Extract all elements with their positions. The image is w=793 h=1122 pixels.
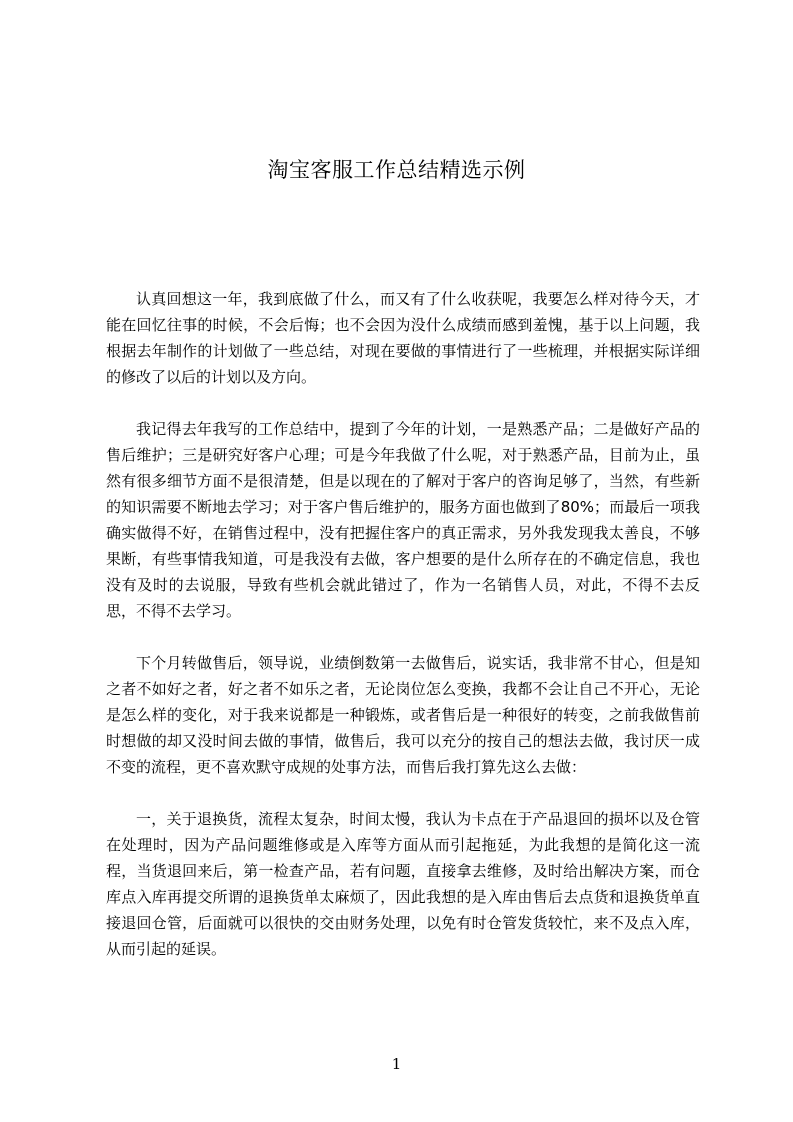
document-title: 淘宝客服工作总结精选示例 — [267, 158, 526, 183]
paragraph-4: 一，关于退换货，流程太复杂，时间太慢，我认为卡点在于产品退回的损坏以及仓管在处理时，因为产品问题维修或是入库等方面从而引起拖延，为此我想的是简化这一流程，当货退回来后，第一检查产品，若有问题，直接拿去维修，及时给出解决方案，而仓库点入库再提交所谓的退换货单太麻烦了，因此我想的是入库由售后去点货和退换货单直接退回仓管，后面就可以很快的交由财务处理，以免有时仓管发货较忙，来不及点入库，从而引起的延误。 — [106, 810, 700, 958]
paragraph-2: 我记得去年我写的工作总结中，提到了今年的计划，一是熟悉产品；二是做好产品的售后维护；三是研究好客户心理；可是今年我做了什么呢，对于熟悉产品，目前为止，虽然有很多细节方面不是很清楚，但是以现在的了解对于客户的咨询足够了，当然，有些新的知识需要不断地去学习；对于客户售后维护的，服务方面也做到了80%；而最后一项我确实做得不好，在销售过程中，没有把握住客户的真正需求，另外我发现我太善良，不够果断，有些事情我知道，可是我没有去做，客户想要的是什么所存在的不确定信息，我也没有及时的去说服，导致有些机会就此错过了，作为一名销售人员，对此，不得不去反思，不得不去学习。 — [106, 420, 700, 620]
document-body — [106, 286, 700, 988]
paragraph-1: 认真回想这一年，我到底做了什么，而又有了什么收获呢，我要怎么样对待今天，才能在回忆往事的时候，不会后悔；也不会因为没什么成绩而感到羞愧，基于以上问题，我根据去年制作的计划做了一些总结，对现在要做的事情进行了一些梳理，并根据实际详细的修改了以后的计划以及方向。 — [106, 290, 700, 386]
paragraph-3: 下个月转做售后，领导说，业绩倒数第一去做售后，说实话，我非常不甘心，但是知之者不如好之者，好之者不如乐之者，无论岗位怎么变换，我都不会让自己不开心，无论是怎么样的变化，对于我来说都是一种锻炼，或者售后是一种很好的转变，之前我做售前时想做的却又没时间去做的事情，做售后，我可以充分的按自己的想法去做，我讨厌一成不变的流程，更不喜欢默守成规的处事方法，而售后我打算先这么去做： — [106, 654, 700, 776]
page-number: 1 — [391, 1055, 402, 1073]
